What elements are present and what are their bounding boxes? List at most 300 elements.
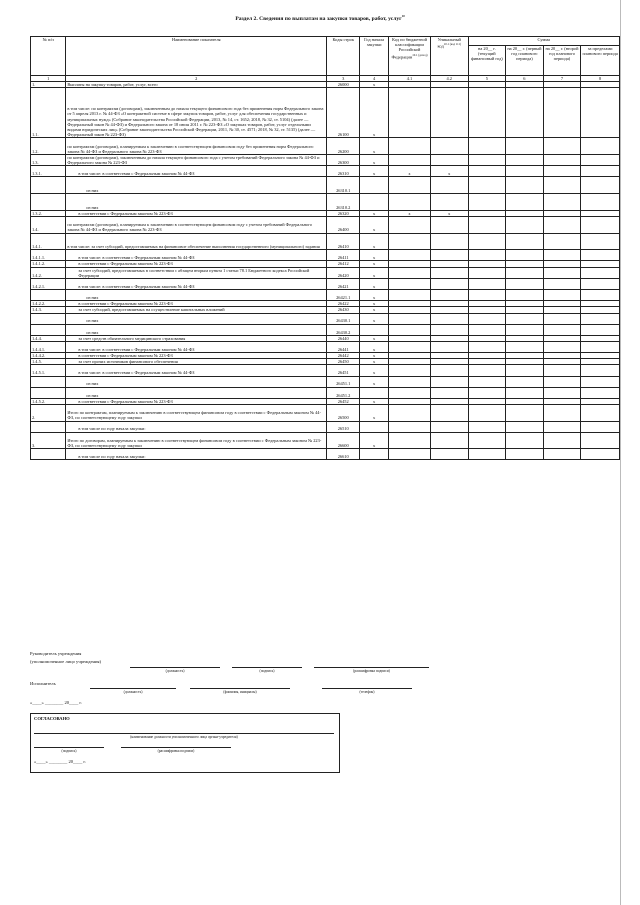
row-year: x (360, 88, 389, 138)
row-unique-code (430, 404, 468, 421)
table-row (31, 88, 620, 138)
row-sum-beyond (581, 233, 620, 250)
row-sum-second (543, 250, 581, 261)
row-name: из них (66, 177, 327, 194)
row-number: 1.3.1. (31, 166, 66, 177)
row-sum-first (506, 177, 544, 194)
row-sum-first (506, 88, 544, 138)
row-code: 26310 (327, 166, 360, 177)
row-number (31, 313, 66, 324)
row-unique-code (430, 387, 468, 398)
row-sum-first (506, 250, 544, 261)
row-year: x (360, 313, 389, 324)
caption-sign: (подпись) (259, 669, 275, 673)
row-sum-second (543, 365, 581, 376)
row-sum-second (543, 194, 581, 211)
row-sum-second (543, 233, 581, 250)
agreed-decode-caption: (расшифровка подписи) (157, 749, 195, 753)
row-sum-current (468, 233, 506, 250)
row-year: x (360, 404, 389, 421)
row-code: 26441 (327, 341, 360, 352)
agreed-label: СОГЛАСОВАНО (34, 716, 70, 721)
row-sum-second (543, 341, 581, 352)
column-number: 3 (327, 76, 360, 82)
row-number: 1.4.5. (31, 359, 66, 365)
row-name: за счет субсидий, предоставляемых в соответствии с абзацем вторым пункта 1 статьи 78.1 Бюджетного кодекса Российской Федерации (66, 267, 327, 278)
row-name: за счет прочих источников финансового обеспечения (66, 359, 327, 365)
row-sum-second (543, 313, 581, 324)
row-sum-second (543, 387, 581, 398)
row-year: x (360, 82, 389, 88)
column-number: 1 (31, 76, 66, 82)
row-sum-first (506, 278, 544, 289)
row-budget-code (389, 278, 431, 289)
row-code: 26451.1 (327, 376, 360, 387)
row-sum-first (506, 216, 544, 233)
row-sum-current (468, 421, 506, 432)
table-row (31, 341, 620, 352)
purchases-table (30, 36, 620, 460)
caption-fio: (фамилия, инициалы) (223, 690, 257, 694)
row-budget-code (389, 324, 431, 335)
row-sum-beyond (581, 324, 620, 335)
row-sum-current (468, 250, 506, 261)
row-code: 26421.1 (327, 290, 360, 301)
row-sum-second (543, 376, 581, 387)
row-sum-current (468, 216, 506, 233)
row-code: 26300 (327, 154, 360, 165)
row-number: 1.4. (31, 216, 66, 233)
row-code: 26000 (327, 82, 360, 88)
agreed-sign-line (34, 747, 104, 748)
row-code: 26430.1 (327, 313, 360, 324)
header-year-first: на 20__ г. (первый год планового периода) (506, 46, 544, 76)
table-row (31, 365, 620, 376)
row-number: 1.4.5.1. (31, 365, 66, 376)
row-year: x (360, 307, 389, 313)
row-code: 26320 (327, 210, 360, 216)
row-year: x (360, 335, 389, 341)
row-name: в соответствии с Федеральным законом № 223-ФЗ (66, 353, 327, 359)
row-budget-code (389, 250, 431, 261)
caption-position: (должность) (165, 669, 185, 673)
row-sum-beyond (581, 194, 620, 211)
row-year: x (360, 267, 389, 278)
row-code: 26310.1 (327, 177, 360, 194)
head-sublabel: (уполномоченное лицо учреждения) (30, 659, 102, 664)
row-sum-beyond (581, 432, 620, 449)
table-row (31, 194, 620, 211)
executor-label: Исполнитель (30, 681, 56, 686)
row-name: по контрактам (договорам), планируемым к заключению в соответствующем финансовом году без применения норм Федерального закона № 44-ФЗ и Федерального закона № 223-ФЗ (66, 138, 327, 155)
column-number: 4 (360, 76, 389, 82)
row-sum-current (468, 154, 506, 165)
row-budget-code (389, 341, 431, 352)
row-sum-first (506, 324, 544, 335)
row-sum-first (506, 376, 544, 387)
row-number: 1.4.1. (31, 233, 66, 250)
row-year: x (360, 261, 389, 267)
head-position-line (130, 667, 220, 668)
row-year: x (360, 154, 389, 165)
row-unique-code (430, 324, 468, 335)
row-year: x (360, 398, 389, 404)
row-budget-code (389, 421, 431, 432)
row-code: 26200 (327, 138, 360, 155)
row-budget-code (389, 365, 431, 376)
row-year: x (360, 301, 389, 307)
row-budget-code (389, 449, 431, 460)
table-row (31, 267, 620, 278)
row-code: 26310.2 (327, 194, 360, 211)
row-unique-code (430, 341, 468, 352)
row-number: 1.4.4.1. (31, 341, 66, 352)
row-sum-first (506, 138, 544, 155)
row-budget-code (389, 432, 431, 449)
caption-decode: (расшифровка подписи) (353, 669, 390, 673)
row-budget-code (389, 233, 431, 250)
row-budget-code: x (389, 210, 431, 216)
row-code: 26430.2 (327, 324, 360, 335)
head-label: Руководитель учреждения (30, 651, 82, 656)
row-sum-current (468, 267, 506, 278)
row-year (360, 421, 389, 432)
row-budget-code (389, 267, 431, 278)
agreed-caption: (наименование должности уполномоченного лица органа-учредителя) (130, 735, 238, 739)
row-sum-beyond (581, 216, 620, 233)
row-year: x (360, 290, 389, 301)
header-num: № п/п (31, 37, 66, 76)
row-name: по контрактам (договорам), планируемым к заключению в соответствующем финансовом году с учетом требований Федерального закона № 44-ФЗ и Федерального закона № 223-ФЗ (66, 216, 327, 233)
header-code: Коды строк (327, 37, 360, 76)
row-code: 26500 (327, 404, 360, 421)
row-sum-beyond (581, 290, 620, 301)
table-row (31, 216, 620, 233)
row-sum-beyond (581, 250, 620, 261)
row-sum-beyond (581, 449, 620, 460)
exec-position-line (90, 688, 176, 689)
agreed-decode-line (121, 747, 231, 748)
header-unique-code: Уникальный код$^{10.1 (код 111)}$ (430, 37, 468, 76)
row-sum-first (506, 449, 544, 460)
row-name: в соответствии с Федеральным законом № 223-ФЗ (66, 261, 327, 267)
row-code: 26421 (327, 278, 360, 289)
row-number: 1.2. (31, 138, 66, 155)
row-unique-code (430, 432, 468, 449)
row-number (31, 177, 66, 194)
row-number: 1.4.5.2. (31, 398, 66, 404)
column-number: 2 (66, 76, 327, 82)
row-year (360, 449, 389, 460)
row-code: 26452 (327, 398, 360, 404)
row-budget-code (389, 177, 431, 194)
row-year (360, 324, 389, 335)
header-year-second: на 20__ г. (второй год планового периода) (543, 46, 581, 76)
exec-phone-line (322, 688, 412, 689)
row-budget-code (389, 216, 431, 233)
header-name: Наименование показателя (66, 37, 327, 76)
row-unique-code (430, 233, 468, 250)
row-sum-beyond (581, 365, 620, 376)
row-sum-current (468, 341, 506, 352)
row-sum-beyond (581, 421, 620, 432)
row-unique-code: x (430, 210, 468, 216)
table-row (31, 387, 620, 398)
row-sum-second (543, 166, 581, 177)
row-code: 26412 (327, 261, 360, 267)
row-sum-second (543, 138, 581, 155)
row-unique-code (430, 194, 468, 211)
column-number: 4.2 (430, 76, 468, 82)
row-unique-code (430, 421, 468, 432)
row-sum-second (543, 278, 581, 289)
row-name: из них (66, 387, 327, 398)
row-sum-first (506, 267, 544, 278)
row-sum-second (543, 449, 581, 460)
row-sum-current (468, 376, 506, 387)
row-sum-second (543, 267, 581, 278)
agreed-position-line (34, 733, 334, 734)
row-unique-code (430, 250, 468, 261)
table-row (31, 432, 620, 449)
row-sum-first (506, 341, 544, 352)
row-unique-code (430, 267, 468, 278)
caption-phone: (телефон) (359, 690, 375, 694)
row-sum-current (468, 177, 506, 194)
head-sign-line (232, 667, 302, 668)
row-name: из них (66, 290, 327, 301)
row-name: из них (66, 194, 327, 211)
row-code: 26422 (327, 301, 360, 307)
column-number: 8 (581, 76, 620, 82)
row-name: в том числе: в соответствии с Федеральным законом № 44-ФЗ (66, 341, 327, 352)
scan-edge (620, 0, 621, 905)
row-name: в соответствии с Федеральным законом № 223-ФЗ (66, 398, 327, 404)
row-sum-beyond (581, 376, 620, 387)
row-code: 26430 (327, 307, 360, 313)
row-number: 1.3.2. (31, 210, 66, 216)
row-unique-code: x (430, 166, 468, 177)
row-name: в том числе по году начала закупки: (66, 421, 327, 432)
row-unique-code (430, 278, 468, 289)
row-year: x (360, 359, 389, 365)
row-number: 1.4.2.2. (31, 301, 66, 307)
table-row (31, 250, 620, 261)
row-year: x (360, 138, 389, 155)
table-row (31, 421, 620, 432)
row-sum-first (506, 404, 544, 421)
row-code: 26100 (327, 88, 360, 138)
row-sum-second (543, 154, 581, 165)
row-unique-code (430, 88, 468, 138)
table-row (31, 404, 620, 421)
row-number: 1.4.1.2. (31, 261, 66, 267)
row-budget-code (389, 138, 431, 155)
row-sum-second (543, 421, 581, 432)
row-sum-current (468, 278, 506, 289)
row-name: из них (66, 376, 327, 387)
row-sum-first (506, 313, 544, 324)
row-sum-current (468, 194, 506, 211)
row-sum-first (506, 432, 544, 449)
table-row (31, 278, 620, 289)
table-row (31, 166, 620, 177)
row-sum-current (468, 449, 506, 460)
header-year: Год начала закупки (360, 37, 389, 76)
row-sum-first (506, 387, 544, 398)
table-row (31, 290, 620, 301)
row-year (360, 387, 389, 398)
row-name: в том числе: в соответствии с Федеральным законом № 44-ФЗ (66, 365, 327, 376)
row-year: x (360, 250, 389, 261)
row-number: 1. (31, 82, 66, 88)
header-budget-code: Код по бюджетной классификации Российской Федерации$^{10.1 (доход)}$ (389, 37, 431, 76)
table-row (31, 313, 620, 324)
row-number (31, 376, 66, 387)
row-sum-current (468, 387, 506, 398)
row-sum-beyond (581, 387, 620, 398)
table-row (31, 449, 620, 460)
row-sum-first (506, 290, 544, 301)
row-name: в том числе: в соответствии с Федеральным законом № 44-ФЗ (66, 166, 327, 177)
row-code: 26442 (327, 353, 360, 359)
row-number (31, 421, 66, 432)
row-unique-code (430, 449, 468, 460)
row-sum-beyond (581, 88, 620, 138)
column-number: 6 (506, 76, 544, 82)
row-code: 26450 (327, 359, 360, 365)
row-name: из них (66, 313, 327, 324)
exec-fio-line (190, 688, 290, 689)
row-budget-code (389, 387, 431, 398)
row-sum-beyond (581, 138, 620, 155)
table-row (31, 324, 620, 335)
row-code: 26410 (327, 233, 360, 250)
column-number: 7 (543, 76, 581, 82)
row-year: x (360, 278, 389, 289)
row-budget-code (389, 88, 431, 138)
row-code: 26420 (327, 267, 360, 278)
row-name: по контрактам (договорам), заключенным до начала текущего финансового года с учетом требований Федерального закона № 44-ФЗ и Федерального закона № 223-ФЗ (66, 154, 327, 165)
row-sum-first (506, 166, 544, 177)
row-number: 1.4.4. (31, 335, 66, 341)
row-year: x (360, 376, 389, 387)
row-number: 1.4.4.2. (31, 353, 66, 359)
row-year: x (360, 353, 389, 359)
row-code: 26610 (327, 449, 360, 460)
row-code: 26400 (327, 216, 360, 233)
head-decode-line (314, 667, 429, 668)
row-year: x (360, 210, 389, 216)
header-sum: Сумма (468, 37, 619, 46)
row-budget-code: x (389, 166, 431, 177)
row-number: 1.4.2.1. (31, 278, 66, 289)
row-sum-beyond (581, 166, 620, 177)
row-code: 26451.2 (327, 387, 360, 398)
row-year: x (360, 365, 389, 376)
row-sum-beyond (581, 313, 620, 324)
row-sum-current (468, 166, 506, 177)
row-name: в том числе: за счет субсидий, предоставляемых на финансовое обеспечение выполнения государственного (муниципального) задания (66, 233, 327, 250)
row-sum-beyond (581, 177, 620, 194)
row-name: в том числе: в соответствии с Федеральным законом № 44-ФЗ (66, 250, 327, 261)
row-unique-code (430, 365, 468, 376)
row-year: x (360, 341, 389, 352)
row-name: из них (66, 324, 327, 335)
table-row (31, 177, 620, 194)
row-number: 1.3. (31, 154, 66, 165)
agreed-date: «____» ________ 20____ г. (34, 759, 86, 764)
row-sum-second (543, 324, 581, 335)
table-body (31, 82, 620, 460)
row-unique-code (430, 154, 468, 165)
row-name: Выплаты на закупку товаров, работ, услуг, всего (66, 82, 327, 88)
row-budget-code (389, 313, 431, 324)
row-name: за счет субсидий, предоставляемых на осуществление капитальных вложений (66, 307, 327, 313)
row-name: в том числе: по контрактам (договорам), заключенным до начала текущего финансового года без применения норм Федерального закона от 5 апреля 2013 г. № 44-ФЗ «О контрактной системе в сфере закупок товаров, работ, услуг для обеспечения государственных и муниципальных нужд» (Собрание законодательства Российской Федерации, 2013, № 14, ст. 1652; 2018, № 32, ст. 5104) (далее — Федеральный закон № 44-ФЗ) и Федерального закона от 18 июля 2011 г. № 223-ФЗ «О закупках товаров, работ, услуг отдельными видами юридических лиц» (Собрание законодательства Российской Федерации, 2011, № 30, ст. 4571; 2018, № 32, ст. 5135) (далее — Федеральный закон № 223-ФЗ) (66, 88, 327, 138)
caption-position-exec: (должность) (123, 690, 143, 694)
row-name: в том числе по году начала закупки: (66, 449, 327, 460)
row-sum-second (543, 216, 581, 233)
row-number (31, 449, 66, 460)
row-unique-code (430, 313, 468, 324)
table-row (31, 138, 620, 155)
row-number (31, 387, 66, 398)
date-line: «____» ________ 20____ г. (30, 700, 82, 705)
row-code: 26440 (327, 335, 360, 341)
row-budget-code (389, 404, 431, 421)
row-unique-code (430, 138, 468, 155)
row-code: 26451 (327, 365, 360, 376)
row-year (360, 194, 389, 211)
row-name: Итого по договорам, планируемым к заключению в соответствующем финансовом году в соответствии с Федеральным законом № 223-ФЗ, по соответствующему году закупки (66, 432, 327, 449)
row-name: в том числе: в соответствии с Федеральным законом № 44-ФЗ (66, 278, 327, 289)
row-code: 26411 (327, 250, 360, 261)
row-number: 1.1. (31, 88, 66, 138)
row-sum-beyond (581, 154, 620, 165)
section-title: Раздел 2. Сведения по выплатам на закупки товаров, работ, услуг$^{10}$ (235, 14, 405, 22)
row-number: 1.4.3. (31, 307, 66, 313)
row-budget-code (389, 290, 431, 301)
row-sum-first (506, 154, 544, 165)
column-number: 4.1 (389, 76, 431, 82)
header-year-beyond: за пределами планового периода (581, 46, 620, 76)
row-code: 26510 (327, 421, 360, 432)
row-number: 1.4.1.1. (31, 250, 66, 261)
row-unique-code (430, 177, 468, 194)
table-row (31, 154, 620, 165)
row-number (31, 194, 66, 211)
row-name: Итого по контрактам, планируемым к заключению в соответствующем финансовом году в соответствии с Федеральным законом № 44-ФЗ, по соответствующему году закупки (66, 404, 327, 421)
row-name: в соответствии с Федеральным законом № 223-ФЗ (66, 301, 327, 307)
row-sum-first (506, 233, 544, 250)
row-unique-code (430, 290, 468, 301)
row-sum-second (543, 432, 581, 449)
row-number: 3. (31, 432, 66, 449)
row-year: x (360, 166, 389, 177)
row-unique-code (430, 216, 468, 233)
agreement-box (30, 713, 340, 773)
agreed-sign-caption: (подпись) (61, 749, 77, 753)
row-sum-beyond (581, 278, 620, 289)
row-budget-code (389, 376, 431, 387)
row-year (360, 177, 389, 194)
row-sum-current (468, 432, 506, 449)
row-number (31, 324, 66, 335)
row-sum-current (468, 313, 506, 324)
row-number (31, 290, 66, 301)
row-number: 1.4.2. (31, 267, 66, 278)
